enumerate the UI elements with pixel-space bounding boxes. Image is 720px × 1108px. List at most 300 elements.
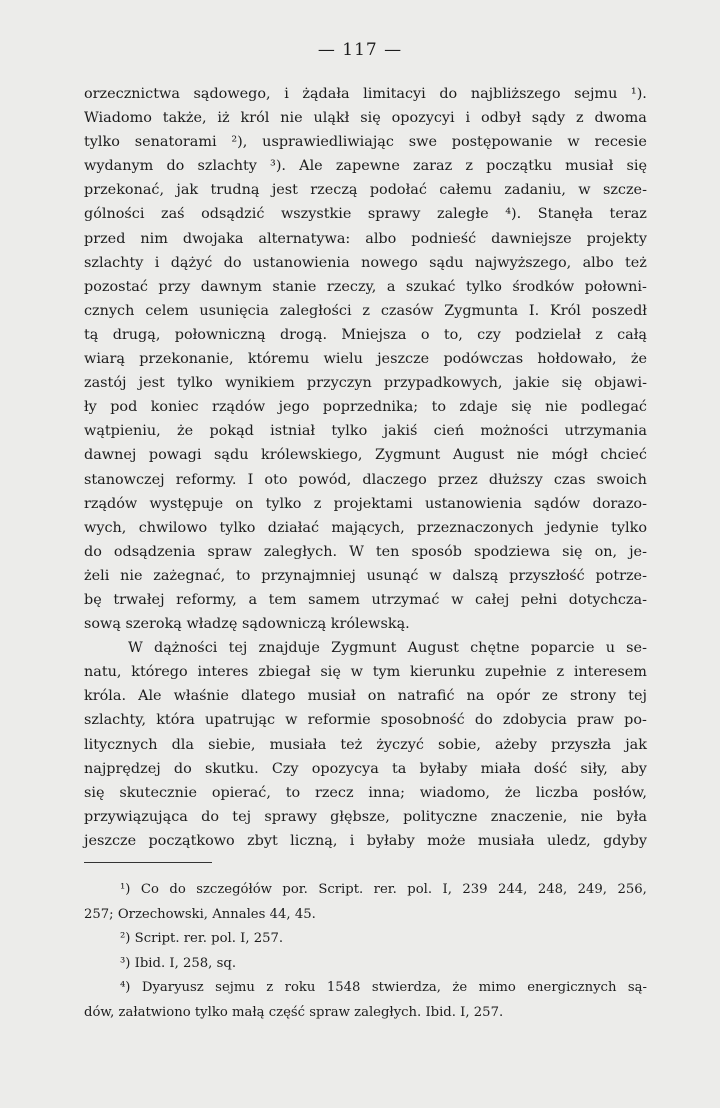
text-line — [84, 106, 647, 130]
word: siły, — [580, 760, 608, 777]
word: do — [173, 760, 192, 777]
word: się — [84, 784, 105, 801]
word: sądu — [429, 254, 464, 271]
word: do — [201, 808, 220, 825]
word: I, — [460, 1004, 470, 1020]
word: czy — [477, 326, 501, 343]
word: I — [247, 471, 254, 488]
word: kierunku — [410, 664, 476, 681]
word: najwyższego, — [474, 254, 572, 271]
word: rer. — [373, 882, 397, 897]
word: także, — [162, 110, 207, 127]
word: albo — [582, 254, 614, 271]
footnote-line — [84, 878, 647, 903]
word: gdyby — [603, 832, 647, 849]
word: w — [429, 567, 442, 584]
word: jego — [278, 399, 310, 416]
word: tylko — [465, 278, 502, 295]
word: przekonanie, — [139, 351, 234, 368]
word: trudną — [210, 182, 260, 199]
word: jedynie — [546, 519, 599, 536]
word: strony — [570, 688, 617, 705]
word: przyszła — [551, 736, 612, 753]
word: w — [567, 134, 580, 151]
word: aby — [620, 760, 647, 777]
text-line — [84, 202, 647, 226]
text-line — [84, 419, 647, 443]
word: gólności — [84, 206, 145, 223]
word: sądy — [531, 110, 566, 127]
word: też — [340, 736, 363, 753]
word: samem — [308, 591, 360, 608]
word: I, — [240, 931, 250, 946]
word: zupełnie — [485, 664, 547, 681]
word: Script. — [318, 882, 364, 897]
word: odsądzić — [201, 206, 265, 223]
word: możności — [480, 423, 549, 440]
word: albo — [365, 230, 397, 247]
word: Wiadomo — [84, 110, 152, 127]
word: ten — [375, 543, 400, 560]
text-line — [84, 371, 647, 395]
word: najprędzej — [84, 760, 161, 777]
word: to — [236, 567, 251, 584]
text-line — [84, 781, 647, 805]
text-line — [84, 708, 647, 732]
word: odsądzenia — [113, 543, 196, 560]
word: w — [350, 664, 363, 681]
word: znaczenie, — [490, 808, 568, 825]
word: tym — [372, 664, 401, 681]
word: jakie — [514, 375, 550, 392]
text-line — [84, 468, 647, 492]
footnote-line — [84, 1001, 647, 1026]
word: spraw — [207, 543, 252, 560]
word: działać — [267, 519, 320, 536]
word: małą — [232, 1004, 265, 1020]
word: jest — [271, 182, 298, 199]
word: chętne — [470, 640, 520, 657]
word: początku — [486, 158, 552, 175]
footnote-divider — [84, 862, 212, 863]
word: ⁴) — [120, 980, 131, 995]
word: nie — [580, 808, 604, 825]
word: 258, — [183, 955, 213, 971]
word: powagi — [148, 447, 202, 464]
word: Zygmunt — [374, 447, 441, 464]
word: zastój — [84, 375, 127, 392]
word: wiarą — [84, 351, 125, 368]
word: się — [320, 664, 341, 681]
word: tem — [268, 591, 297, 608]
word: usunąć — [366, 567, 419, 584]
word: miała — [480, 760, 521, 777]
word: nie — [280, 110, 303, 127]
word: w — [451, 591, 464, 608]
word: poprzednika; — [322, 399, 419, 416]
word: wielu — [323, 351, 363, 368]
word: dlaczego — [362, 471, 427, 488]
word: 257. — [253, 931, 284, 946]
word: istniał — [270, 423, 316, 440]
word: projekty — [586, 230, 647, 247]
word: zaległych. — [354, 1004, 422, 1020]
word: ¹) — [120, 882, 131, 897]
word: drogą. — [279, 326, 328, 343]
word: zaś — [161, 206, 185, 223]
word: zaległych. — [263, 543, 338, 560]
word: przyczyn — [306, 375, 372, 392]
word: tylko — [84, 134, 120, 151]
word: przywiązująca — [84, 808, 188, 825]
word: musiała — [477, 832, 535, 849]
word: Mniejsza — [341, 326, 407, 343]
word: recesie — [594, 134, 647, 151]
word: środków — [512, 278, 575, 295]
text-line — [84, 612, 647, 636]
word: musiała — [269, 736, 327, 753]
word: interesem — [573, 664, 647, 681]
word: potrze- — [595, 567, 647, 584]
word: opór — [496, 688, 530, 705]
word: alternatywa: — [258, 230, 351, 247]
word: dwoma — [594, 110, 647, 127]
word: mimo — [478, 980, 516, 995]
word: w — [578, 182, 591, 199]
word: dotychcza- — [568, 591, 647, 608]
word: Orzechowski, — [117, 906, 208, 922]
word: usprawiedliwiając — [262, 134, 394, 151]
word: August — [407, 640, 459, 657]
word: 257; — [84, 906, 114, 922]
word: i — [465, 110, 471, 127]
word: ¹). — [630, 86, 647, 102]
word: do — [166, 158, 185, 175]
word: Zygmunt — [331, 640, 397, 657]
footnotes — [84, 878, 647, 1025]
word: roku — [284, 980, 316, 995]
word: sądowego, — [193, 86, 271, 102]
word: opozycya — [311, 760, 379, 777]
word: skutecznie — [119, 784, 198, 801]
word: rer. — [183, 931, 207, 946]
word: se- — [626, 640, 647, 657]
word: stanie — [272, 278, 317, 295]
word: królewską. — [330, 616, 410, 633]
word: sposobność — [380, 712, 465, 729]
text-line — [84, 443, 647, 467]
footnote-line — [84, 952, 647, 977]
word: jak — [176, 182, 199, 199]
word: do — [223, 254, 242, 271]
word: dów, — [84, 1004, 115, 1020]
word: do — [84, 543, 102, 560]
text-line — [84, 540, 647, 564]
word: całej — [475, 591, 510, 608]
word: ażeby — [495, 736, 538, 753]
word: interes — [197, 664, 249, 681]
word: szukać — [405, 278, 456, 295]
word: sejmu — [574, 86, 618, 102]
text-line — [84, 829, 647, 853]
word: Dyaryusz — [141, 980, 204, 995]
word: się — [562, 543, 583, 560]
word: pol. — [211, 931, 236, 946]
word: spraw — [309, 1004, 350, 1020]
word: z — [362, 302, 370, 319]
word: tylko — [176, 375, 213, 392]
word: się — [511, 399, 532, 416]
word: do — [439, 86, 458, 102]
word: 44, — [269, 906, 291, 922]
word: pokąd — [209, 423, 254, 440]
word: liczną, — [290, 832, 338, 849]
word: dość — [533, 760, 568, 777]
word: zażegnać, — [153, 567, 226, 584]
word: bę — [84, 591, 102, 608]
word: dlatego — [240, 688, 296, 705]
word: swe — [408, 134, 437, 151]
word: sądu — [214, 447, 249, 464]
word: jeszcze — [377, 351, 430, 368]
word: przekonać, — [84, 182, 165, 199]
word: u — [605, 640, 615, 657]
word: która — [156, 712, 195, 729]
word: nie — [545, 399, 568, 416]
word: Ale — [138, 688, 162, 705]
word: a — [386, 278, 396, 295]
word: utrzymać — [371, 591, 440, 608]
word: dawnej — [84, 447, 137, 464]
word: szlachty — [84, 254, 144, 271]
word: litycznych — [84, 736, 158, 753]
word: sq. — [216, 955, 237, 971]
word: zaległości — [279, 302, 352, 319]
word: zaraz — [413, 158, 453, 175]
word: ły — [84, 399, 97, 416]
word: poszedł — [591, 302, 647, 319]
word: się — [561, 375, 583, 392]
text-line — [84, 275, 647, 299]
word: wych, — [84, 519, 127, 536]
word: rzeczy, — [326, 278, 377, 295]
word: W — [349, 543, 364, 560]
word: przez — [437, 471, 478, 488]
text-line — [84, 516, 647, 540]
word: tej — [228, 640, 248, 657]
word: z — [556, 664, 565, 681]
word: je- — [629, 543, 647, 560]
text-line — [84, 299, 647, 323]
word: I, — [442, 882, 452, 897]
word: zbiegał — [258, 664, 311, 681]
word: przypadkowych, — [383, 375, 503, 392]
word: upatrując — [204, 712, 276, 729]
word: reformy, — [176, 591, 237, 608]
word: reformy. — [175, 471, 237, 488]
word: on, — [594, 543, 618, 560]
word: dawnym — [200, 278, 262, 295]
word: I. — [528, 302, 540, 319]
word: jak — [625, 736, 647, 753]
word: tylko — [219, 519, 256, 536]
word: energicznych — [527, 980, 617, 995]
word: podzielał — [515, 326, 581, 343]
word: zbyt — [247, 832, 278, 849]
word: tą — [84, 326, 99, 343]
word: tylko — [611, 519, 647, 536]
word: praw — [577, 712, 614, 729]
word: 45. — [294, 906, 316, 922]
text-line — [84, 395, 647, 419]
word: żeli — [84, 567, 110, 584]
word: początkowo — [148, 832, 235, 849]
word: I, — [169, 955, 179, 971]
word: to, — [443, 326, 463, 343]
word: też — [625, 254, 647, 271]
text-line — [84, 564, 647, 588]
word: po- — [624, 712, 647, 729]
word: on — [367, 688, 386, 705]
footnote-line — [84, 927, 647, 952]
word: zapewne — [335, 158, 400, 175]
word: tylko — [194, 1004, 228, 1020]
word: spodziewa — [473, 543, 551, 560]
word: Annales — [212, 906, 266, 922]
word: jakiś — [383, 423, 418, 440]
word: pod — [110, 399, 138, 416]
word: o — [420, 326, 430, 343]
word: życzyć — [376, 736, 424, 753]
word: opozycyi — [391, 110, 455, 127]
word: połowniczną — [174, 326, 266, 343]
word: Czy — [271, 760, 299, 777]
text-line — [84, 251, 647, 275]
word: ze — [541, 688, 558, 705]
word: nie — [120, 567, 143, 584]
word: 256, — [617, 882, 647, 897]
word: Script. — [134, 931, 180, 946]
word: odbył — [481, 110, 521, 127]
word: sprawy — [264, 808, 317, 825]
word: jest — [138, 375, 165, 392]
word: może — [427, 832, 466, 849]
word: na — [466, 688, 485, 705]
word: tej — [628, 688, 647, 705]
text-line — [84, 82, 647, 106]
word: byłaby — [419, 760, 468, 777]
word: zadaniu, — [504, 182, 566, 199]
word: 239 — [462, 882, 488, 897]
word: występuje — [149, 495, 224, 512]
word: ³) — [120, 955, 131, 971]
word: pozostać — [84, 278, 148, 295]
word: Ibid. — [134, 955, 166, 971]
word: króla. — [84, 688, 127, 705]
word: poparcie — [530, 640, 595, 657]
text-line — [84, 227, 647, 251]
word: iż — [217, 110, 230, 127]
word: dłuższy — [488, 471, 543, 488]
word: sejmu — [215, 980, 255, 995]
word: dalszą — [452, 567, 499, 584]
word: że — [452, 980, 468, 995]
word: rządów — [211, 399, 266, 416]
text-line — [84, 660, 647, 684]
word: 1548 — [326, 980, 361, 995]
word: dążności — [154, 640, 218, 657]
word: a — [248, 591, 258, 608]
word: cień — [433, 423, 465, 440]
word: najbliższego — [470, 86, 561, 102]
word: oto — [264, 471, 288, 488]
word: że — [630, 351, 647, 368]
word: do — [169, 882, 186, 897]
word: 257. — [473, 1004, 504, 1020]
word: z — [266, 980, 274, 995]
word: nie — [516, 447, 540, 464]
text-line — [84, 130, 647, 154]
page-number: — 117 — — [317, 40, 403, 60]
word: z — [595, 326, 603, 343]
word: podnieść — [411, 230, 477, 247]
word: 244, — [497, 882, 528, 897]
word: że — [177, 423, 194, 440]
word: Co — [140, 882, 159, 897]
word: z — [575, 110, 584, 127]
word: swoich — [596, 471, 647, 488]
word: liczba — [535, 784, 579, 801]
text-line — [84, 323, 647, 347]
text-line — [84, 733, 647, 757]
word: wynikiem — [224, 375, 295, 392]
word: on — [235, 495, 254, 512]
word: ⁴). — [505, 206, 522, 223]
word: nim — [140, 230, 168, 247]
word: stanowczej — [84, 471, 165, 488]
word: królewskiego, — [261, 447, 363, 464]
word: polityczne — [403, 808, 478, 825]
text-line — [84, 154, 647, 178]
word: uledz, — [546, 832, 591, 849]
word: to — [285, 784, 301, 801]
word: utrzymania — [564, 423, 647, 440]
word: i — [154, 254, 160, 271]
word: i — [284, 86, 289, 102]
word: byłaby — [366, 832, 415, 849]
text-line — [84, 492, 647, 516]
word: są- — [627, 980, 647, 995]
word: trwałej — [113, 591, 165, 608]
word: ta — [391, 760, 407, 777]
word: się — [626, 158, 647, 175]
word: inna; — [368, 784, 405, 801]
word: wszystkie — [280, 206, 352, 223]
word: władzę — [186, 616, 238, 633]
word: reformie — [307, 712, 371, 729]
word: z — [465, 158, 473, 175]
word: tej — [232, 808, 252, 825]
word: sądowniczą — [241, 616, 327, 633]
word: Zygmunta — [444, 302, 519, 319]
word: siebie, — [208, 736, 256, 753]
word: szczegółów — [196, 882, 272, 897]
word: teraz — [609, 206, 647, 223]
word: nowego — [361, 254, 418, 271]
word: którego — [131, 664, 188, 681]
word: załatwiono — [118, 1004, 191, 1020]
word: wiadomo, — [419, 784, 491, 801]
